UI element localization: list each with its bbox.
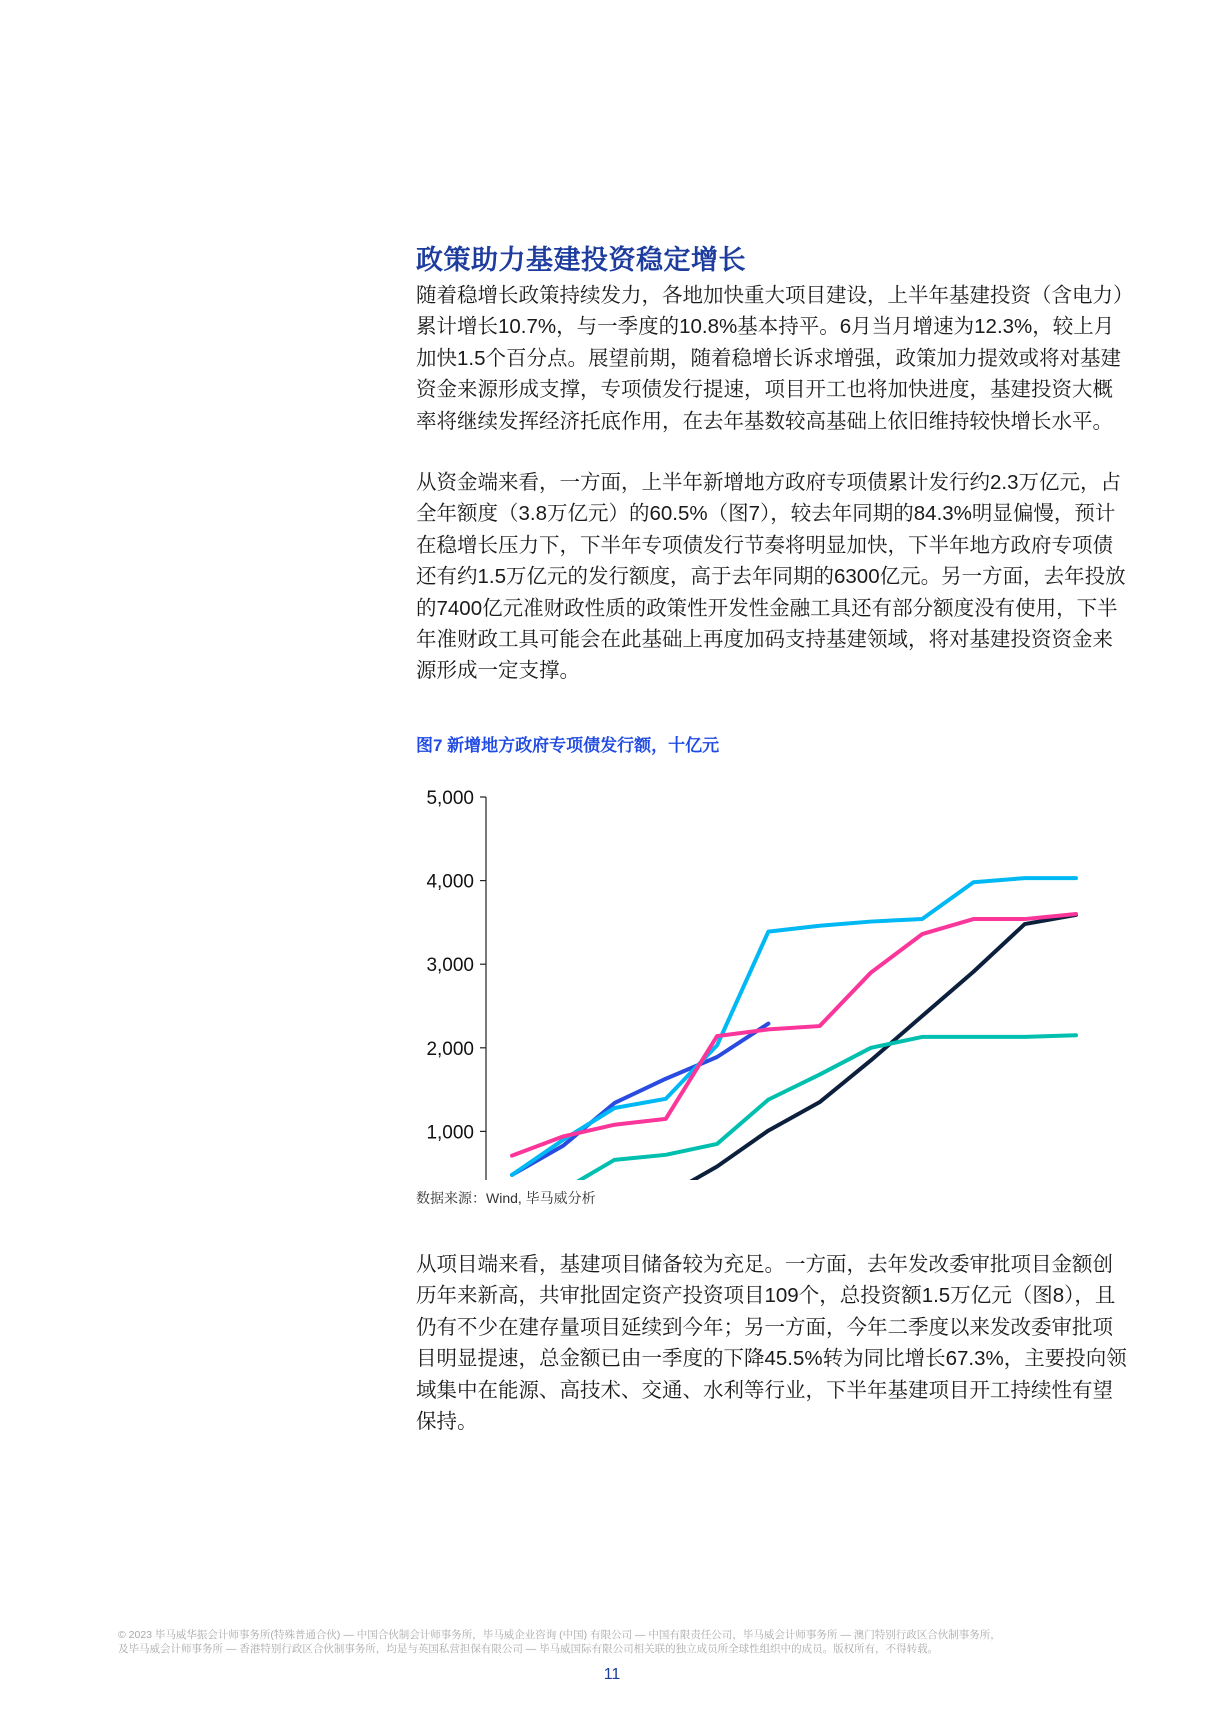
paragraph-line: 资金来源形成支撑，专项债发行提速，项目开工也将加快进度，基建投资大概 bbox=[416, 378, 1113, 402]
paragraph-line: 在稳增长压力下，下半年专项债发行节奏将明显加快，下半年地方政府专项债 bbox=[416, 533, 1113, 557]
paragraph-line: 随着稳增长政策持续发力，各地加快重大项目建设，上半年基建投资（含电力） bbox=[416, 284, 1134, 307]
paragraph-line: 从项目端来看，基建项目储备较为充足。一方面，去年发改委审批项目金额创 bbox=[416, 1253, 1113, 1276]
y-tick-label: 1,000 bbox=[426, 1122, 474, 1144]
paragraph-line: 源形成一定支撑。 bbox=[416, 659, 580, 683]
paragraph-line: 从资金端来看，一方面，上半年新增地方政府专项债累计发行约2.3万亿元，占 bbox=[416, 471, 1121, 494]
paragraph-line: 目明显提速，总金额已由一季度的下降45.5%转为同比增长67.3%，主要投向领 bbox=[416, 1347, 1127, 1371]
section-heading: 政策助力基建投资稳定增长 bbox=[416, 245, 746, 275]
paragraph-line: 保持。 bbox=[416, 1410, 478, 1434]
figure-title: 图7 新增地方政府专项债发行额，十亿元 bbox=[416, 736, 720, 755]
footer-line-2: 及毕马威会计师事务所 — 香港特别行政区合伙制事务所，均是与英国私营担保有限公司 — 毕马威国际有限公司相关联的独立成员所全球性组织中的成员。版权所有，不得转载。 bbox=[118, 1643, 939, 1655]
paragraph-line: 历年来新高，共审批固定资产投资项目109个，总投资额1.5万亿元（图8），且 bbox=[416, 1284, 1116, 1308]
footer-line-1: © 2023 毕马威华振会计师事务所(特殊普通合伙) — 中国合伙制会计师事务所，毕马威企业咨询 (中国) 有限公司 — 中国有限责任公司，毕马威会计师事务所 — 澳门特别行政区合伙制事务所， bbox=[118, 1629, 1001, 1641]
paragraph-line: 的7400亿元准财政性质的政策性开发性金融工具还有部分额度没有使用，下半 bbox=[416, 596, 1118, 620]
series-line-2021 bbox=[512, 915, 1076, 1180]
footer-copyright bbox=[118, 1628, 1001, 1656]
paragraph-line: 仍有不少在建存量项目延续到今年；另一方面，今年二季度以来发改委审批项 bbox=[416, 1315, 1113, 1339]
paragraph-1 bbox=[416, 280, 1134, 437]
paragraph-line: 累计增长10.7%，与一季度的10.8%基本持平。6月当月增速为12.3%，较上月 bbox=[416, 315, 1115, 339]
series-line-2023 bbox=[512, 1024, 768, 1175]
line-chart bbox=[400, 770, 1120, 1180]
paragraph-line: 加快1.5个百分点。展望前期，随着稳增长诉求增强，政策加力提效或将对基建 bbox=[416, 346, 1121, 370]
paragraph-line: 域集中在能源、高技术、交通、水利等行业，下半年基建项目开工持续性有望 bbox=[416, 1378, 1113, 1402]
y-tick-label: 4,000 bbox=[426, 871, 474, 893]
page-number: 11 bbox=[603, 1666, 621, 1683]
y-tick-label: 5,000 bbox=[426, 788, 474, 809]
paragraph-2 bbox=[416, 467, 1126, 687]
paragraph-line: 年准财政工具可能会在此基础上再度加码支持基建领域，将对基建投资资金来 bbox=[416, 628, 1113, 652]
figure-source: 数据来源：Wind, 毕马威分析 bbox=[416, 1190, 596, 1206]
paragraph-line: 全年额度（3.8万亿元）的60.5%（图7），较去年同期的84.3%明显偏慢，预计 bbox=[416, 502, 1116, 526]
series-line-2019 bbox=[512, 1035, 1076, 1180]
paragraph-line: 率将继续发挥经济托底作用，在去年基数较高基础上依旧维持较快增长水平。 bbox=[416, 409, 1113, 433]
y-tick-label: 3,000 bbox=[426, 955, 474, 977]
y-tick-label: 2,000 bbox=[426, 1038, 474, 1060]
paragraph-3 bbox=[416, 1249, 1126, 1437]
paragraph-line: 还有约1.5万亿元的发行额度，高于去年同期的6300亿元。另一方面，去年投放 bbox=[416, 565, 1126, 589]
